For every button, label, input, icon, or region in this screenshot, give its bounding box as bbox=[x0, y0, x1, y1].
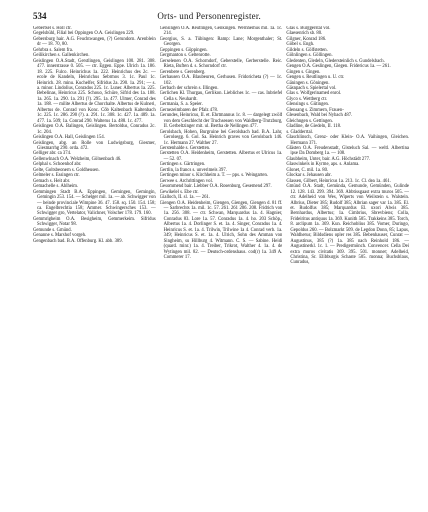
index-entry: Gelphal s. Schoenhof abr. bbox=[33, 162, 82, 168]
index-entry: Gerolsbach, Hohen, Burgruine bei Gerolsbach bad. B.A. Lahr, Gerolsegg. 6. Gol. Sa. Heinrich graves von Gerolsbach 146. 1c. Hermann 27. Walther 27. bbox=[159, 129, 283, 146]
index-entry: Gergmanton s. Geltenrotte. bbox=[159, 53, 211, 59]
index-columns bbox=[33, 26, 409, 504]
index-entry: Göbel s. Engh. bbox=[286, 42, 315, 48]
index-entry: Gemunde s. Gmünd. bbox=[33, 227, 72, 233]
index-entry: Gellenwlnach O.A. Welzheim, Gölnenbach 46. bbox=[33, 156, 122, 162]
index-entry: Glensings s. Gütingen. bbox=[286, 102, 330, 108]
index-entry: Glas s. Burggerstal vol. bbox=[286, 26, 331, 31]
index-entry: Gehrbra s. Salem fra. bbox=[33, 47, 73, 53]
index-entry: Genanne s. Marshof vorgeh. bbox=[33, 233, 87, 239]
index-entry: Gerbach der schrein s. Illingen. bbox=[159, 85, 219, 91]
index-entry: s. Gladderrtal. bbox=[286, 129, 314, 135]
index-entry: Glonet, C. mil. 1a. 80. bbox=[286, 167, 329, 173]
index-entry: Gemmrigheim O.A. Besigheim, Gemmerkeim. Sifridus Schwigger, Notar 98. bbox=[33, 216, 156, 228]
index-entry: Glaesenrich sb. 80. bbox=[286, 31, 323, 37]
index-entry: Gemachelle s. Ahlheim. bbox=[33, 184, 79, 190]
index-entry: Gerlichen Kl. Thurgau, Gerlikon. Liebliches 1c. — cas. Inbriefel Cella s. Neuhardt. bbox=[159, 91, 283, 102]
index-entry: Gertlin, la francs s. unverimels 397. bbox=[159, 167, 227, 173]
index-entry: Gerenbere s. Gerenberg. bbox=[159, 69, 206, 75]
index-entry: Gerhausen O.A. Blaubeuren, Gerhusen. Fridoricheta (?) — 1c. 102. bbox=[159, 75, 283, 86]
index-entry: Gensingen O.A. Reutlingen, Genkingen. Wernhemus mil. 1a. 1c. 214. bbox=[159, 26, 283, 37]
index-entry: Giengen O.A. Heidenheim, Giengen, Giengen, Giengen d. 81 ff. — Sarbrechts 1a. mil. 1c. 57. 261. 261 206. 208. Fridrich von 1a. 256. 308. — ctr. Schwan, Marquardus 1a. 4. Hagnier, Conradus 83. Lore 1a. 57. Conradus 1a. 4. ho. 203 Schöp., Albertus 1a. 4. Dorlinger S. et. 1a. 4. Singer, Conradus 1a. 4. Heinricus S. et. 1a. 4. Trilwin, Trilwine 1a 4. Conrad verb. 1a. 349; Heinricus S. et. 1a. 4. Ulrich, Sohn des Amman von Singheim, su Hillburg 4. Witmann. C. S. — Sabine. Heidi (quard. minr.) 1a. 4. Treiber, Trikrot, Walther 4. 1a. 4. de Wytingen mil. 82. — Deutsch-ordenshaus. cod(r) 1a. 349 A. Commerer 17. bbox=[159, 200, 283, 261]
index-entry: Gäningen s. Göningen. bbox=[286, 80, 330, 86]
index-entry: Glesenbach, Wald bei Nybach 487. bbox=[286, 113, 353, 119]
page-header bbox=[33, 11, 411, 25]
index-entry: Gledenten, Gledeln, Gledersteinlich s. Gundelsbach. bbox=[286, 58, 385, 64]
index-entry: Gesommend bair. Liebber O.A. Rosenburg, Gesemend 297. bbox=[159, 184, 272, 190]
index-entry: Glaubheim, Unter, bair. A.G. Höchstädt 277. bbox=[286, 156, 371, 162]
index-entry: Gertingen s. Gärtringen. bbox=[159, 162, 206, 168]
index-entry: Gelliger abr. ca 374. bbox=[33, 151, 72, 157]
index-entry: Gleichngen s. Gettingen. bbox=[286, 118, 333, 124]
index-entry: Gäsnpach s. Spielertal vol. bbox=[286, 85, 337, 91]
index-entry: Germania, S. a. Speier. bbox=[159, 102, 203, 108]
index-entry: Glas s. Wolfgerinamed enrol. bbox=[286, 91, 342, 97]
index-entry: Georgius, S. a. Tübingen: Ramp: Lane; Morgenthaler; St. Georgen. bbox=[159, 36, 283, 48]
index-entry: Geislingen, abg. an Rolle von Ludwigsburg, Giesmer, Giesmarrhg 290. orda. 472. bbox=[33, 140, 156, 151]
index-entry: Gelte, Goltsbeonern s. Goldheusen. bbox=[33, 167, 100, 173]
index-entry: Gildeln s. Gölfstetten. bbox=[286, 47, 328, 53]
index-entry: Gerselenen O.A. Schorndorf, Geberstelle, Gerberstelle. Reic. Rieta, Buften d. s. Schorndorf ctr. bbox=[159, 58, 283, 70]
index-entry: Geppingen s. Göppingen. bbox=[159, 47, 208, 53]
index-entry: Glaswinkels in Kyrme, aps. s. Anlama. bbox=[286, 162, 360, 168]
index-entry: Gertingen minor s. Kirchheim a. T. — pps. s. Weingarten. bbox=[159, 173, 268, 179]
index-entry: Gengenbach bad. B.A. Offenburg. Kl. abb. 389. bbox=[33, 238, 123, 244]
index-entry: Gebersburg hair. A.G. Feuchtwangen, (?) Gerundorn. Arenblein dr — 18. 70, 80. bbox=[33, 36, 156, 48]
index-entry: Gegelsbühl, Filial bei Oppingen O.A. Geislingen 229. bbox=[33, 31, 135, 37]
index-entry: Gerstenhalde s. Gerstetten. bbox=[159, 145, 211, 151]
index-entry: Gingen s. Gingen. bbox=[286, 69, 321, 75]
index-entry: Gewikelel s. Ebe ctr. bbox=[159, 189, 199, 195]
index-entry: Geislingen O.A. Hall, Geislingen 154. bbox=[33, 135, 105, 141]
index-entry: Gerstetten O.A. Heidenheim, Gerstetten. Albertus et Ulricus 1a. — 52. 07. bbox=[159, 151, 283, 162]
index-entry: Glockar s. Jehausen abr. bbox=[286, 173, 332, 179]
index-entry: Geislingen O.A.Stadt, Gerstlingen, Geislingen 100. 281. 308. 477. innerstrasse 0. 505. — ctr. Eggen. Eppe. Ulrich 1a. 186. 18. 225. Fulco. Heinrichus 1a. 222. Heinrichus des 2c. — ecole de Kandeln, Heinrichus Sebrmos 3. 1c. Paul 1c. Heinrich. 28. minu. Kuchelfer, Sifridus 2a. 290. 1a. 291; — s. a. minor. Lindolius, Conrados 225. 1c. Luner. Albertus 1a. 225. Bebelinas, Heinricus 225. Schouo, Schüre, Sifrid des 1a. 188. 1a. 265. 1a. 290. 1a. 291 (?). 295. 1a. 477. Ulmer, Conrad des 1a. 188. — milite Albertus de Chorchalte. Albertus de Kulneri, Albertus de. Conrad von Konc. Cöb Kaltenbach Kaltenbach 1c. 225. 1c. 286. 290 (?). a. 291. 1c. 308. 1c. 427. 1a. 489. 1a. 477. 1a. 509; 1a. Conrad 290. Walterus 1a. 488. 1c. 477. bbox=[33, 58, 156, 124]
index-entry: Gebertsel s. Holl ctr. bbox=[33, 26, 72, 31]
running-title: Orts- und Personenregister. bbox=[157, 11, 261, 21]
index-entry: Gmünd O.A. Stadt, Gemünda, Gemunde, Gemünden, Gulinde 12. 128. 143. 299. 394. 369. Abbtissgaast extra muros 505. — ctr. Adelheid von Wes, Wiperts von Weilstein s. Walstein. Albrius, Dieter 385; Rudolf 385; Albrian sager var 1a. 385. El. et. Rudolfus 385; Marquardus El. uxori Alwis 385. Bernhardus, Albertus; 1a. Cimbrius, Sbrevbiens; Colla, Frideiritus antiquus 1a. 369. Kunith 505. Trakkeins 385. Torch, 8. arclipum 1a. 369. Kun. Reichoblius 385. Vomer, Duringo, Gepoldus 260. — Bolzmarkt 509. de Legdon Donn, 85; Lapus, Waldherus; Bildsdiens opler res 385. Bebenhauser, Cunrat — Augustinus, 385 (?) 1a. 385 nach Reinhold 186. — Augustinerkl. 1c. 1. — Predigermönch. Convencer. Cella Dei extra muros civitatis 369. 395. 501. monner; Adelheid, Christina, Sr. Elibburgis Schaste 505. monna; Buchsblaus, Cunradus, bbox=[286, 184, 409, 266]
index-entry: Gemmingen Stadt B.A. Eppingen, Gemingen, Gemingin, Gemingin 253. 154. — Schelger mil. 1a. — ab. Schwigger von — beinde provinciale Wimpine 36. 47. 158. sq. 150. 154. 158; ca. Engelbrechtia 158; Ammer. Schwingersches 153. — Schwigger gro, Vertelator, Valichner, Volscher 178. 179. 160. bbox=[33, 189, 156, 217]
index-entry: Gemach s. Heit abr. bbox=[33, 178, 71, 184]
index-entry: Glästen O.A. Freudenstadt, Glsteluch Sal. — weltl. Albertina ipse Da Domberg 1a. — 108. bbox=[286, 145, 409, 157]
index-entry: Gilgner, Konrad 186. bbox=[286, 36, 327, 42]
index-column-right bbox=[286, 26, 409, 504]
index-column-middle bbox=[160, 26, 283, 504]
index-entry: Gladline, de Giedeln, II. 118. bbox=[286, 124, 342, 130]
index-entry: Glensang s. Zimmern, Frauen- bbox=[286, 107, 344, 113]
index-entry: Geilikirchen s. Gallenkirchen. bbox=[33, 53, 90, 59]
index-entry: Gölnlingen s. Göllingen. bbox=[286, 53, 333, 59]
index-entry: Glaschlinsch, Grenz- oder Klein- O.A. Vaihingen, Gleichen. Hermann 371. bbox=[286, 135, 409, 146]
index-entry: Gerwee s. Archrittingen vol. bbox=[159, 178, 213, 184]
index-entry: Glyco s. Wettberg ctr. bbox=[286, 96, 328, 102]
index-column-left bbox=[33, 26, 156, 504]
index-entry: Gernezeimbaren der Pfalz 478. bbox=[159, 107, 218, 113]
index-entry: Gelmeler s. Essingen ctr. bbox=[33, 173, 80, 179]
index-entry: Gialloch, II. sl. 1a. — 261. bbox=[159, 195, 210, 201]
index-entry: Gerundes, Heinricus, II. et. Ehrtmannus 1c. 8. — dargelegt zwölf von dem Geschlecht der Truchsessen von Waldberg-Trutzburg, II. Gerbeltzinger mit. ul. Bertha de Nellingen 477. bbox=[159, 113, 283, 130]
index-entry: Glassen, Gilbert, Heinricus 1a. 213. 1c. Cl. dea 1a. 461. bbox=[286, 178, 391, 184]
index-entry: Geislingen O.A. Balingen, Geislingen. Bertoldus, Conradus 2c. 1c. 204. bbox=[33, 124, 156, 135]
index-entry: Gengen O.A. Geslingen, Giegen. Fridericus 1a. — 261. bbox=[286, 64, 391, 70]
page-number: 534 bbox=[33, 11, 47, 21]
index-entry: Gengen s. Reutlingen u. U. ctr. bbox=[286, 75, 345, 81]
